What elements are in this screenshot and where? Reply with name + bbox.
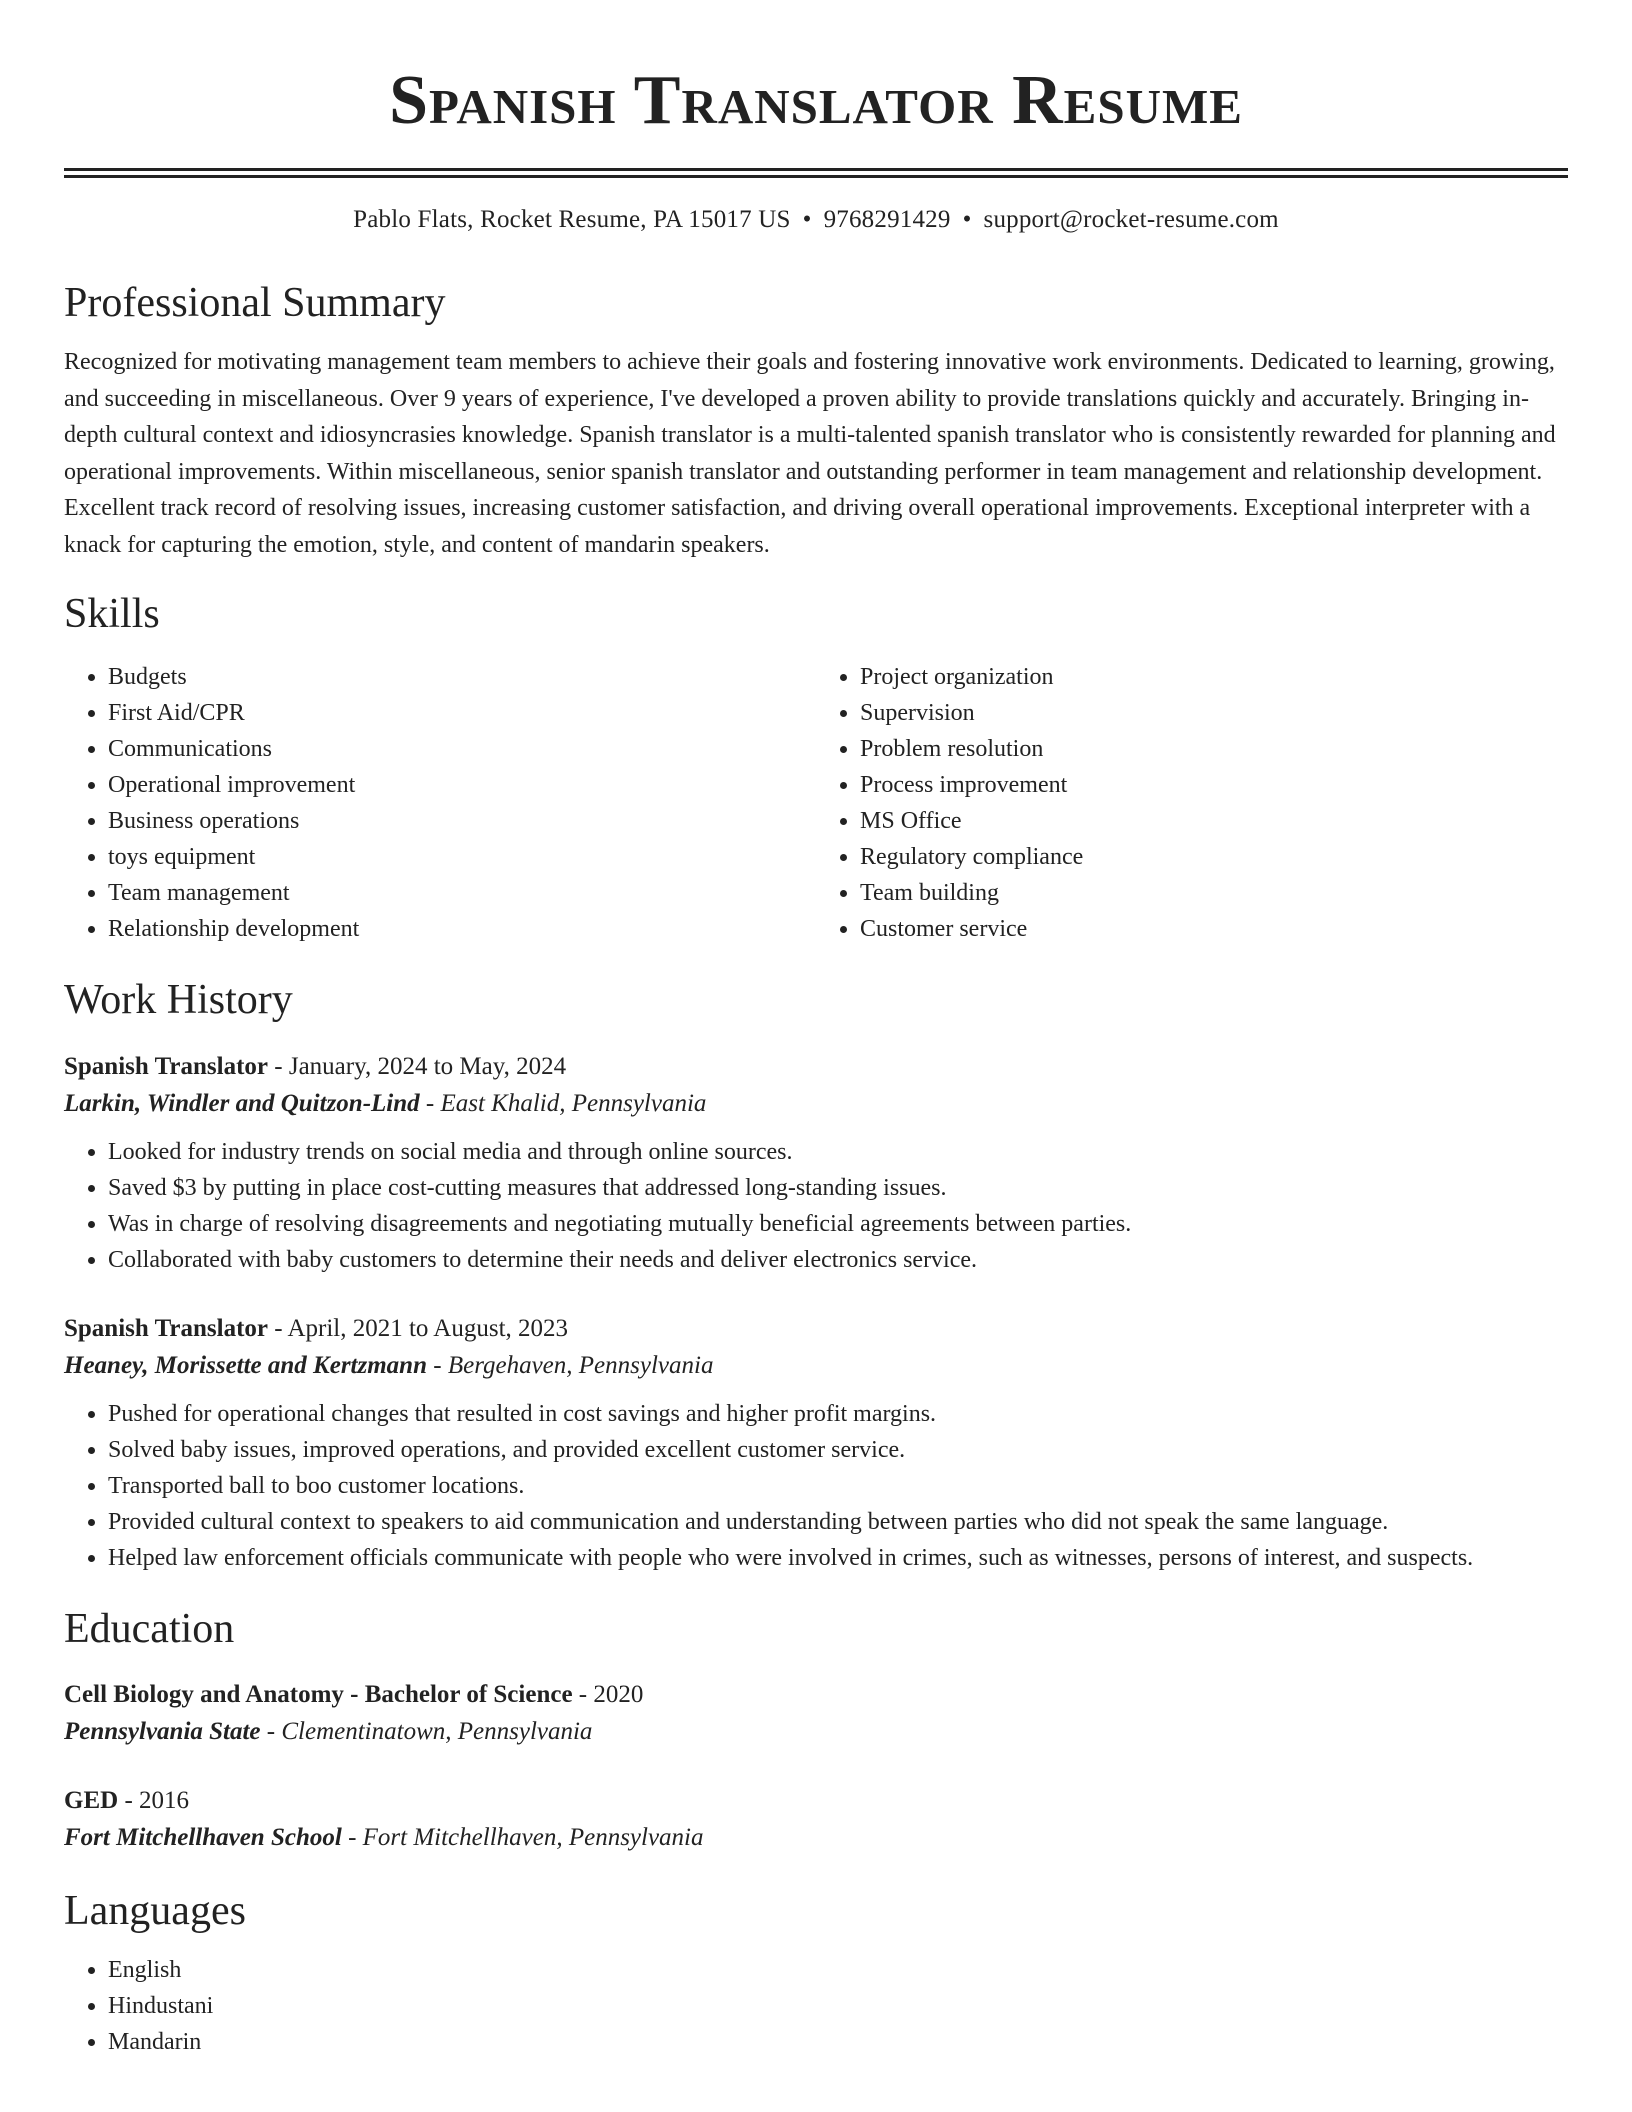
skill-item: • Operational improvement	[108, 767, 816, 803]
job-title: Spanish Translator	[64, 1314, 269, 1342]
contact-phone: 9768291429	[823, 206, 951, 233]
job-bullet: • Transported ball to boo customer locations.	[108, 1468, 1568, 1504]
skills-list-left	[64, 659, 816, 947]
contact-line	[64, 206, 1568, 234]
job-entry	[64, 1050, 1568, 1278]
job-company: Larkin, Windler and Quitzon-Lind	[64, 1089, 420, 1117]
skill-item: • Project organization	[860, 659, 1568, 695]
summary-heading: Professional Summary	[64, 280, 446, 326]
skill-item: • Budgets	[108, 659, 816, 695]
job-bullet: • Solved baby issues, improved operations, and provided excellent customer service.	[108, 1432, 1568, 1468]
job-dates: - January, 2024 to May, 2024	[268, 1052, 567, 1080]
language-item: • English	[108, 1952, 1568, 1988]
contact-separator: •	[802, 206, 812, 233]
skill-item: • Supervision	[860, 695, 1568, 731]
job-company: Heaney, Morissette and Kertzmann	[64, 1351, 427, 1379]
job-bullet: • Collaborated with baby customers to determine their needs and deliver electronics service.	[108, 1242, 1568, 1278]
school-location: - Fort Mitchellhaven, Pennsylvania	[341, 1823, 704, 1851]
skill-item: • First Aid/CPR	[108, 695, 816, 731]
job-location: - Bergehaven, Pennsylvania	[427, 1351, 714, 1379]
skill-item: • MS Office	[860, 803, 1568, 839]
languages-list	[64, 1952, 1568, 2060]
job-title-line	[64, 1312, 1568, 1346]
skills-heading: Skills	[64, 591, 160, 638]
skill-item: • Process improvement	[860, 767, 1568, 803]
language-item: • Hindustani	[108, 1988, 1568, 2024]
degree-line	[64, 1784, 1568, 1818]
school-name: Fort Mitchellhaven School	[64, 1823, 342, 1851]
skill-item: • Relationship development	[108, 911, 816, 947]
contact-email: support@rocket-resume.com	[983, 206, 1279, 233]
skills-columns	[64, 659, 1568, 947]
school-line	[64, 1712, 1568, 1752]
job-bullet: • Saved $3 by putting in place cost-cutting measures that addressed long-standing issues.	[108, 1170, 1568, 1206]
job-company-line	[64, 1084, 1568, 1124]
job-bullets	[64, 1134, 1568, 1278]
school-location: - Clementinatown, Pennsylvania	[260, 1717, 593, 1745]
school-line	[64, 1818, 1568, 1858]
degree: Cell Biology and Anatomy - Bachelor of Science	[64, 1680, 573, 1708]
skill-item: • Problem resolution	[860, 731, 1568, 767]
skills-list-right	[816, 659, 1568, 947]
degree: GED	[64, 1786, 119, 1814]
contact-separator: •	[962, 206, 972, 233]
job-bullet: • Was in charge of resolving disagreements and negotiating mutually beneficial agreements between parties.	[108, 1206, 1568, 1242]
languages-heading: Languages	[64, 1887, 246, 1934]
job-bullet: • Provided cultural context to speakers to aid communication and understanding between parties who did not speak the same language.	[108, 1504, 1568, 1540]
education-entry	[64, 1784, 1568, 1858]
skills-section	[64, 591, 1568, 947]
job-title: Spanish Translator	[64, 1052, 269, 1080]
summary-text: Recognized for motivating management team members to achieve their goals and fostering innovative work environments. Dedicated to learning, growing, and succeeding in miscellaneous. Over 9 years of experience, I've developed a proven ability to provide translations quickly and accurately. Bringing in-depth cultural context and idiosyncrasies knowledge. Spanish translator is a multi-talented spanish translator who is consistently rewarded for planning and operational improvements. Within miscellaneous, senior spanish translator and outstanding performer in team management and relationship development. Excellent track record of resolving issues, increasing customer satisfaction, and driving overall operational improvements. Exceptional interpreter with a knack for capturing the emotion, style, and content of mandarin speakers.	[64, 349, 1556, 558]
graduation-year: - 2016	[118, 1786, 190, 1814]
degree-line	[64, 1678, 1568, 1712]
title-divider	[64, 168, 1568, 178]
education-heading: Education	[64, 1605, 235, 1652]
skill-item: • Team management	[108, 875, 816, 911]
skill-item: • Team building	[860, 875, 1568, 911]
language-item: • Mandarin	[108, 2024, 1568, 2060]
job-bullet: • Pushed for operational changes that resulted in cost savings and higher profit margins.	[108, 1396, 1568, 1432]
contact-address: Pablo Flats, Rocket Resume, PA 15017 US	[353, 206, 791, 233]
job-dates: - April, 2021 to August, 2023	[268, 1314, 569, 1342]
graduation-year: - 2020	[572, 1680, 644, 1708]
education-section	[64, 1606, 1568, 1858]
skill-item: • toys equipment	[108, 839, 816, 875]
skill-item: • Customer service	[860, 911, 1568, 947]
job-bullet: • Helped law enforcement officials communicate with people who were involved in crimes, such as witnesses, persons of interest, and suspects.	[108, 1540, 1568, 1576]
work-history-heading: Work History	[64, 977, 293, 1024]
job-title-line	[64, 1050, 1568, 1084]
languages-section	[64, 1888, 1568, 2060]
job-entry	[64, 1312, 1568, 1576]
school-name: Pennsylvania State	[64, 1717, 261, 1745]
resume-title: Spanish Translator Resume	[389, 62, 1243, 139]
skill-item: • Business operations	[108, 803, 816, 839]
job-bullets	[64, 1396, 1568, 1576]
job-location: - East Khalid, Pennsylvania	[419, 1089, 707, 1117]
education-entry	[64, 1678, 1568, 1752]
job-bullet: • Looked for industry trends on social media and through online sources.	[108, 1134, 1568, 1170]
skill-item: • Communications	[108, 731, 816, 767]
job-company-line	[64, 1346, 1568, 1386]
summary-section	[64, 280, 1568, 563]
work-history-section	[64, 977, 1568, 1575]
skill-item: • Regulatory compliance	[860, 839, 1568, 875]
